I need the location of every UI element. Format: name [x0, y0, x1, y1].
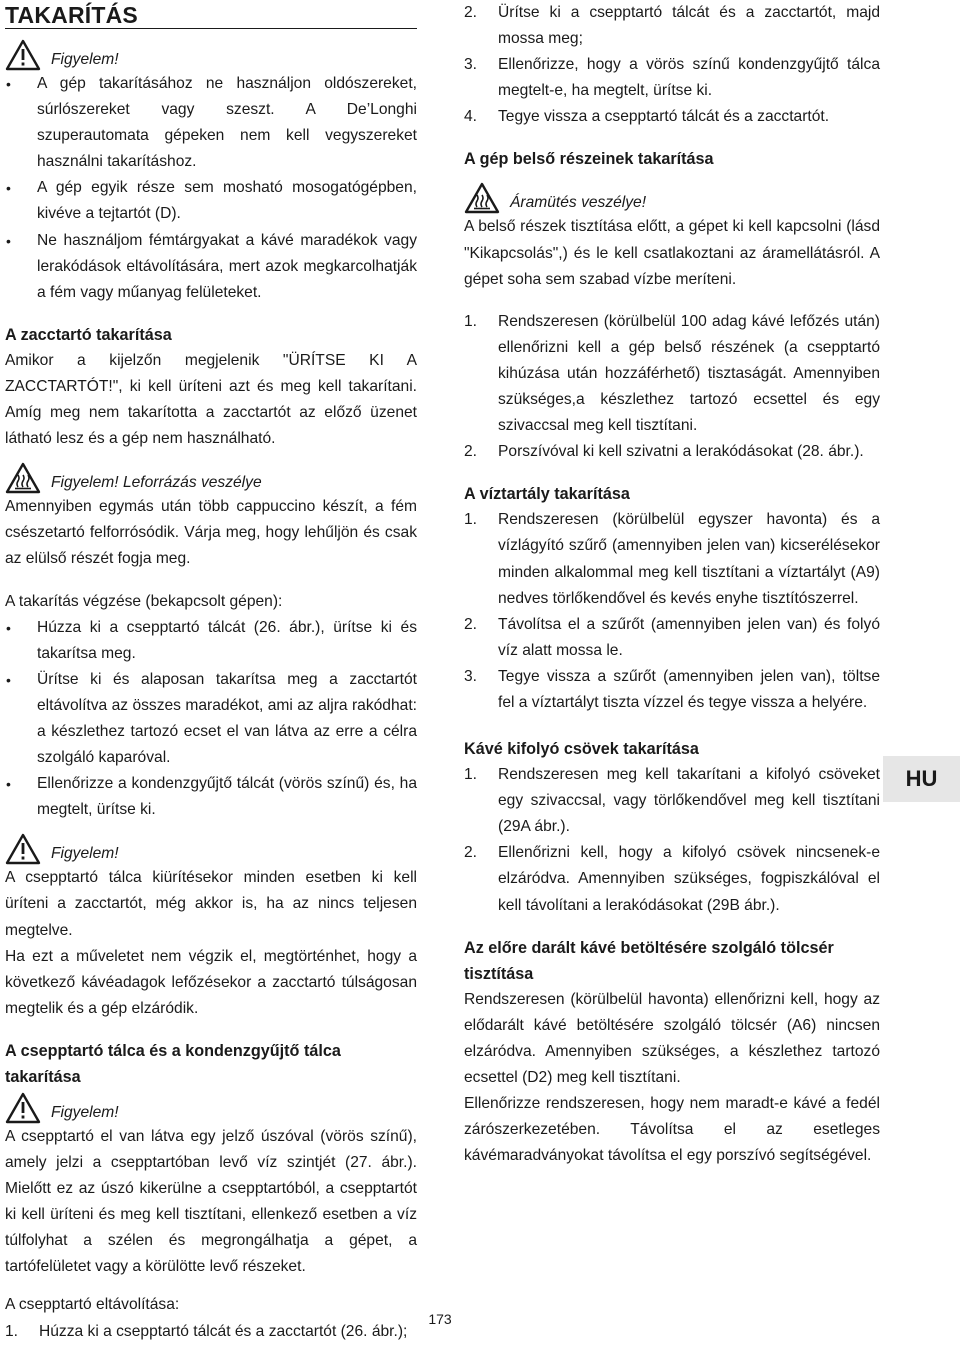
list-item: 2. Ürítse ki a csepptartó tálcát és a zacctartót, majd mossa meg;	[464, 4, 880, 48]
tank-steps	[464, 507, 880, 716]
list-item: 1. Rendszeresen meg kell takarítani a kifolyó csöveket egy szivaccsal, vagy törlőkendővel meg kell tisztítani (29A ábr.).	[464, 766, 880, 836]
paragraph: A csepptartó tálca kiürítésekor minden esetben ki kell üríteni a zacctartót, még akkor is, ha az nincs teljesen megtelve.	[5, 869, 417, 939]
paragraph: Amennyiben egymás után több cappuccino készít, a fém csészetartó felforrósódik. Várja meg, hogy lehűljön és csak az elülső részét fogja meg.	[5, 498, 417, 568]
left-column	[5, 0, 417, 1345]
page-number: 173	[428, 1311, 452, 1327]
paragraph: Ellenőrizze rendszeresen, hogy nem maradt-e kávé a fedél zárószerkezetében. Távolítsa el az esetleges kávémaradványokat távolítsa el egy porszívó segítségével.	[464, 1095, 880, 1165]
section-heading-funnel: Az előre darált kávé betöltésére szolgáló tölcsér tisztítása	[464, 938, 834, 983]
section-heading-internal: A gép belső részeinek takarítása	[464, 150, 714, 169]
warning-notice	[5, 831, 417, 865]
list-item: 4. Tegye vissza a csepptartó tálcát és a zacctartót.	[464, 108, 830, 126]
hot-surface-warning-icon	[5, 462, 41, 494]
list-item: 3. Tegye vissza a szűrőt (amennyiben jelen van), töltse fel a víztartályt tiszta vízzel és tegye vissza a helyére.	[464, 667, 880, 711]
right-column	[464, 0, 880, 1169]
list-item: • Ürítse ki és alaposan takarítsa meg a zacctartót eltávolítva az összes maradékot, ami az aljra rakódhat: a készlethez tartozó ecset el van látva az erre a célra szolgáló kaparóval.	[5, 667, 417, 771]
warning-label: Figyelem!	[51, 1103, 119, 1121]
list-item: 1. Rendszeresen (körülbelül 100 adag kávé lefőzés után) ellenőrizni kell a gép belső részének (a csepptartó kihúzása után hozzáférhető) tisztaságát. Amennyiben szükséges,a készlethez tartozó ecsettel és egy szivaccsal meg kell tisztítani.	[464, 312, 880, 435]
paragraph: Rendszeresen (körülbelül havonta) ellenőrizni kell, hogy az elődarált kávé betöltésére szolgáló tölcsér (A6) nincsen elzáródva. Amennyiben szükséges, a készlethez tartozó ecsettel (D2) meg kell tisztítani.	[464, 990, 880, 1086]
paragraph: A csepptartó el van látva egy jelző úszóval (vörös színű), amely jelzi a csepptartóban levő víz szintjét (27. ábr.). Mielőtt ez az úszó kikerülne a csepptartóból, a csepptartót ki kell üríteni és meg kell tisztítani, ellenkező esetben a víz túlfolyhat a szélen és megrongálhatja a gépet, a tartófelületet vagy a körülötte levő részeket.	[5, 1127, 417, 1276]
drip-steps-continued	[464, 0, 880, 130]
warning-bullet-list	[5, 71, 417, 306]
warning-label: Áramütés veszélye!	[510, 194, 647, 212]
list-item: • Ellenőrizze a kondenzgyűjtő tálcát (vörös színű) és, ha megtelt, ürítse ki.	[5, 771, 417, 823]
removal-intro: A csepptartó eltávolítása:	[5, 1296, 180, 1314]
list-item: 2. Távolítsa el a szűrőt (amennyiben jelen van) és folyó víz alatt mossa le.	[464, 615, 880, 659]
section-heading-grounds: A zacctartó takarítása	[5, 325, 172, 344]
section-heading-spouts: Kávé kifolyó csövek takarítása	[464, 740, 699, 759]
spout-steps	[464, 762, 880, 919]
warning-triangle-icon	[5, 1092, 41, 1124]
warning-label-extra: Leforrázás veszélye	[122, 474, 262, 492]
list-item: 2. Ellenőrizni kell, hogy a kifolyó csövek nincsenek-e elzáródva. Amennyiben szükséges, fogpiszkálóval el kell távolítani a lerakódásokat (29B ábr.).	[464, 844, 880, 914]
procedure-intro: A takarítás végzése (bekapcsolt gépen):	[5, 592, 283, 610]
paragraph: Amikor a kijelzőn megjelenik "ÜRÍTSE KI A ZACCTARTÓT!", ki kell üríteni azt és meg kell takarítani. Amíg meg nem takarította a zacctartót az előző üzenet látható lesz és a gép nem használható.	[5, 351, 417, 448]
list-item: 1. Húzza ki a csepptartó tálcát és a zacctartót (26. ábr.);	[5, 1322, 408, 1340]
warning-label: Figyelem!	[51, 51, 119, 68]
warning-label: Figyelem!	[51, 474, 119, 492]
paragraph: A belső részek tisztítása előtt, a gépet ki kell kapcsolni (lásd "Kikapcsolás",) és le kell csatlakoztani az áramellátásról. A gépet soha sem szabad vízbe meríteni.	[464, 218, 880, 288]
list-item: 3. Ellenőrizze, hogy a vörös színű kondenzgyűjtő tálca megtelt-e, ha megtelt, ürítse ki.	[464, 56, 880, 100]
language-tab: HU	[883, 756, 960, 802]
warning-label: Figyelem!	[51, 845, 119, 863]
list-item: • A gép egyik része sem mosható mosogatógépben, kivéve a tejtartót (D).	[5, 175, 417, 227]
list-item: • Húzza ki a csepptartó tálcát (26. ábr.), ürítse ki és takarítsa meg.	[5, 615, 417, 667]
page-title: TAKARÍTÁS	[5, 0, 417, 29]
warning-triangle-icon	[5, 39, 41, 71]
section-heading-drip-tray: A csepptartó tálca és a kondenzgyűjtő tálca takarítása	[5, 1041, 341, 1086]
list-item: • A gép takarításához ne használjon oldószereket, súrlószereket vagy szeszt. A De’Longhi szuperautomata gépeken nem kell vegyszereket használni takarításhoz.	[5, 71, 417, 175]
warning-triangle-icon	[5, 833, 41, 865]
warning-notice	[5, 37, 417, 71]
paragraph: Ha ezt a műveletet nem végzik el, megtörténhet, hogy a következő kávéadagok lefőzésekor a zacctartó túlságosan megtelik és a gép elzáródik.	[5, 947, 417, 1017]
procedure-bullet-list	[5, 615, 417, 824]
shock-warning-notice	[464, 180, 880, 214]
warning-notice	[5, 1090, 417, 1124]
burn-warning-notice	[5, 460, 417, 494]
list-item: 1. Rendszeresen (körülbelül egyszer havonta) és a vízlágyító szűrő (amennyiben jelen van) kicserélésekor minden alkalommal meg kell tisztítani a víztartályt (A9) nedves törlőkendővel és kevés enyhe tisztítószerrel.	[464, 511, 880, 607]
section-heading-water-tank: A víztartály takarítása	[464, 485, 630, 504]
list-item: 2. Porszívóval ki kell szivatni a lerakódásokat (28. ábr.).	[464, 443, 864, 461]
electric-shock-warning-icon	[464, 182, 500, 214]
list-item: • Ne használjom fémtárgyakat a kávé maradékok vagy lerakódások eltávolítására, mert azok megkarcolhatják a fém vagy műanyag felületeket.	[5, 228, 417, 306]
internal-steps	[464, 309, 880, 466]
